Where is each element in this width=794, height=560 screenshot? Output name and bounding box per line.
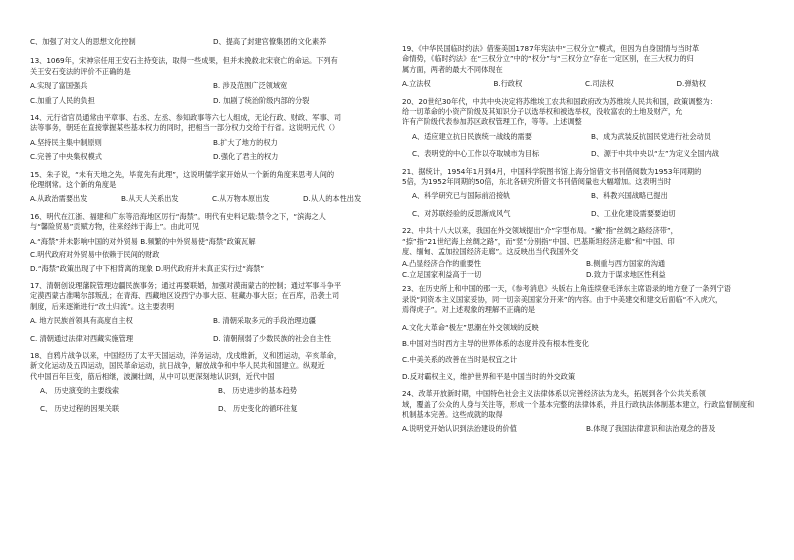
question-13 [30,56,390,106]
option-c: C、对苏联经验的反思渐成风气 [412,208,511,218]
option-c: C、加强了对文人的思想文化控制 [30,37,136,46]
option-ab: A.“海禁”并未影响中国的对外贸易 B.频繁的中外贸易使“海禁”政策瓦解 [30,236,256,246]
option-c: C.立足国家利益高于一切 [402,269,482,279]
option-c: C.完善了中央集权模式 [30,152,102,162]
option-a: A.凸显经济合作的重要性 [402,258,481,268]
question-stem: 18、自鸦片战争以来，中国经历了太平天国运动，洋务运动，戊戌维新，义和团运动，辛亥革命， [30,350,342,360]
option-a: A.坚持民主集中制原则 [30,137,102,147]
option-c: C. 清朝通过法律对西藏实施管理 [30,333,134,343]
question-stem: 新文化运动及五四运动，国民革命运动，抗日战争，解放战争和中华人民共和国建立。纵观近 [30,361,325,371]
option-b: B.中国对当时西方主导的世界体系的态度并没有根本性变化 [402,338,589,348]
option-b: B. 涉及范围广泛领域宽 [213,81,288,91]
question-17 [30,281,390,344]
question-stem: 15、朱子说，“未有天地之先，毕竟先有此理”，这说明儒学家开始从一个新的角度来思考人间的 [30,169,335,179]
question-stem: 给一切革命的小资产阶级及其知识分子以选举权和被选举权，没收富农的土地及财产，允 [402,107,683,117]
question-stem: 代中国百年巨变，筋后相继，波澜壮阔，从中可以更深刻地认识到，近代中国 [30,371,275,381]
option-b: B、 历史进步的基本趋势 [218,386,298,396]
option-a: A.文化大革命“极左”思潮在外交领域的反映 [402,322,539,332]
option-d: D. 加剧了统治阶级内部的分裂 [213,95,310,105]
option-d: D、提高了封建官僚集团的文化素养 [213,37,327,46]
question-stem: 度、缅甸、孟加拉国经济走廊”。这反映出当代我国外交 [402,247,579,257]
question-stem: 23、在历史所上和中国的那一天，《参考消息》头版右上角连续登毛泽东主席语录的地方登了一条列宁语 [402,284,731,294]
option-d: D、 历史变化的循环往复 [218,403,298,413]
question-stem: 伦理纲常。这个新的角度是 [30,180,117,190]
option-b: B、科教兴国战略已提出 [591,191,668,201]
question-stem: 20、20世纪30年代，中共中央决定将苏维埃工农共和国政府改为苏维埃人民共和国，政策调整为： [402,96,717,106]
question-stem: 机制基本完善。这些成就的取得 [402,409,503,419]
option-c: C、表明党的中心工作以夺取城市为目标 [412,149,540,159]
question-stem: 许有产阶级代表参加苏区政权管理工作，等等。上述调整 [402,117,582,127]
question-stem: 14、元行省官员通常由平章事、右丞、左丞、参知政事等六七人组成，无论行政、财政、军事、司 [30,113,342,123]
left-column [30,36,390,418]
option-c: C、 历史过程的因果关联 [40,403,120,413]
option-b: B.行政权 [493,79,523,89]
option-a: A.说明党开始认识到法治建设的价值 [402,424,517,434]
q12-options-tail [30,37,390,47]
option-a: A.从政治需要出发 [30,194,88,204]
question-18 [30,351,390,414]
question-stem: 焉得虎子”。对上述观象的理解不正确的是 [402,305,536,315]
option-a: A.立法权 [402,79,431,89]
question-stem: “捺”指“21世纪海上丝绸之路”，而“竖”分别指“中国、巴基斯坦经济走廊”和“中国、印 [402,236,675,246]
question-stem: 关王安石变法的评价不正确的是 [30,66,131,76]
question-24 [402,389,764,435]
option-d: D.弹劾权 [676,79,706,89]
option-a: A、 历史演变的主要线索 [40,386,120,396]
question-stem: 定漠西蒙古准噶尔部叛乱；在青海、西藏地区设西宁办事大臣、驻藏办事大臣；在百库，沿袭土司 [30,291,340,301]
right-column [402,44,764,439]
option-b: B.扩大了地方的权力 [213,137,278,147]
question-stem: 命情势，《临时约法》在“三权分立”中的“权分”与“三权分立”存在一定区别，在三大权力的归 [402,54,694,64]
option-d: D、源于中共中央以“左”为定义全国内战 [591,149,719,159]
option-a: A. 地方民族首领具有高度自主权 [30,316,133,326]
question-19 [402,44,764,90]
question-23 [402,284,764,382]
option-c: C.司法权 [585,79,614,89]
question-stem: 21、据统计，1954年1月到4月，中国科学院图书馆上海分馆借文书刊借阅数为1953年同期的 [402,166,702,176]
option-a: A、科学研究已与国际前沿接轨 [412,191,511,201]
question-stem: 16、明代在江浙、福建和广东等沿海地区厉行“海禁”。明代有史料记载:禁令之下，“滨海之人 [30,211,326,221]
question-stem: 5倍，为1952年同期的50倍，东北各研究所借文书刊借阅量也大幅增加。这表明当时 [402,177,672,187]
option-b: B.体现了我国法律意识和法治观念的普及 [586,424,716,434]
option-a: A.实现了富国强兵 [30,81,88,91]
question-stem: 制度，后来逐渐进行“改土归流”。这主要表明 [30,301,175,311]
question-21 [402,167,764,220]
question-stem: 属方面，两者的最大不同体现在 [402,64,503,74]
question-20 [402,97,764,160]
question-stem: 域，覆盖了公众的人身与关注等，形成一个基本完整的法律体系，并且行政执法体制基本建立，行政监督制度和 [402,399,755,409]
option-d: D、工业化建设需要要迫切 [591,208,676,218]
option-a: A、适应建立抗日民族统一战线的需要 [412,131,532,141]
option-c: C.明代政府对外贸易中依赖于民间的财政 [30,250,160,260]
question-16 [30,212,390,274]
option-b: B. 清朝采取多元的手段治理边疆 [213,316,316,326]
question-14 [30,113,390,163]
question-15 [30,170,390,205]
option-c: C.加重了人民的负担 [30,95,95,105]
option-c: C.从万物本原出发 [212,194,270,204]
option-d: D.反对霸权主义，维护世界和平是中国当时的外交政策 [402,371,576,381]
question-stem: 13、1069年，宋神宗任用王安石主持变法，取得一些成果，但并未挽救北宋衰亡的命运。下列有 [30,56,338,66]
option-b: B.从天人关系出发 [121,194,179,204]
option-b: B.侧重与西方国家的沟通 [586,258,666,268]
question-stem: 24、改革开放新时期，中国特色社会主义法律体系以完善经济法为龙头，拓展到各个公共关系领 [402,389,706,399]
option-d: D.致力于谋求地区性利益 [586,269,666,279]
question-stem: 录说“同资本主义国家妥协，同一切亲美国家分开来”的内容。由于中美建交和建交后面临“不入虎穴， [402,294,723,304]
option-d: D.强化了君主的权力 [213,152,279,162]
question-stem: 法等事务，朝廷在直接掌握某些基本权力的同时，把相当一部分权力交给于行省。这说明元代（） [30,123,340,133]
question-stem: 17、清朝创设理藩院管理边疆民族事务；通过再要联婚，加强对漠南蒙古的控制；通过军事斗争平 [30,280,342,290]
question-stem: 22、中共十八大以来，我国在外交领域提出“介”字型布局。“撇”指“丝绸之路经济带”， [402,226,678,236]
option-c: C.中美关系的改善在当时是权宜之计 [402,355,518,365]
option-d: D.从人的本性出发 [303,194,362,204]
question-stem: 与“馨险贸易”贡赋方物，往来经纬于海上”。由此可见 [30,222,200,232]
option-b: B、成为武装反抗国民党进行社会动员 [591,131,711,141]
option-d: D.“海禁”政策出现了中下相背离的现象 D.明代政府并未真正实行过“海禁” [30,263,265,273]
question-stem: 19、《中华民国临时约法》借鉴美国1787年宪法中“三权分立”模式，但因为自身国情与当时革 [402,44,700,53]
question-22 [402,226,764,280]
option-d: D. 清朝削弱了少数民族的社会自主性 [213,333,331,343]
